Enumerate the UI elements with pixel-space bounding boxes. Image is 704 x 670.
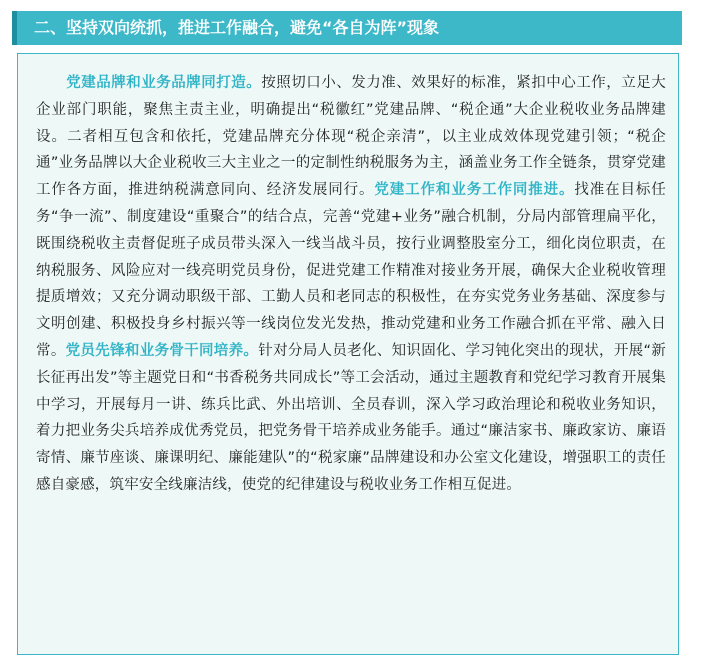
subheading-party-members: 党员先锋和业务骨干同培养。 [65,342,259,359]
subheading-party-work: 党建工作和业务工作同推进。 [374,182,575,199]
section-title: 二、坚持双向统抓，推进工作融合，避免“各自为阵”现象 [34,18,440,37]
paragraph-party-brand: 按照切口小、发力准、效果好的标准，紧扣中心工作，立足大企业部门职能，聚焦主责主业，明确提出“税徽红”党建品牌、“税企通”大企业税收业务品牌建设。二者相互包含和依托，党建品牌充分体现“税企亲清”，以主业成效体现党建引领；“税企通”业务品牌以大企业税收三大主业之一的定制性纳税服务为主，涵盖业务工作全链条，贯穿党建工作各方面，推进纳税满意同向、经济发展同行。 [36,75,666,199]
article-body [36,70,666,499]
section-header [12,11,682,45]
paragraph-party-members: 针对分局人员老化、知识固化、学习钝化突出的现状，开展“新长征再出发”等主题党日和“书香税务共同成长”等工会活动，通过主题教育和党纪学习教育开展集中学习，开展每月一讲、练兵比武、外出培训、全员春训，深入学习政治理论和税收业务知识，着力把业务尖兵培养成优秀党员，把党务骨干培养成业务能手。通过“廉洁家书、廉政家访、廉语寄情、廉节座谈、廉课明纪、廉能建队”的“税家廉”品牌建设和办公室文化建设，增强职工的责任感自豪感，筑牢安全线廉洁线，使党的纪律建设与税收业务工作相互促进。 [36,342,666,493]
paragraph-party-work: 找准在目标任务“争一流”、制度建设“重聚合”的结合点，完善“党建+业务”融合机制，分局内部管理扁平化，既围绕税收主责督促班子成员带头深入一线当战斗员，按行业调整股室分工，细化岗位职责，在纳税服务、风险应对一线亮明党员身份，促进党建工作精准对接业务开展，确保大企业税收管理提质增效；又充分调动职级干部、工勤人员和老同志的积极性，在夯实党务业务基础、深度参与文明创建、积极投身乡村振兴等一线岗位发光发热，推动党建和业务工作融合抓在平常、融入日常。 [36,182,666,359]
subheading-party-brand: 党建品牌和业务品牌同打造。 [66,75,262,91]
header-accent-stripe [12,11,17,45]
